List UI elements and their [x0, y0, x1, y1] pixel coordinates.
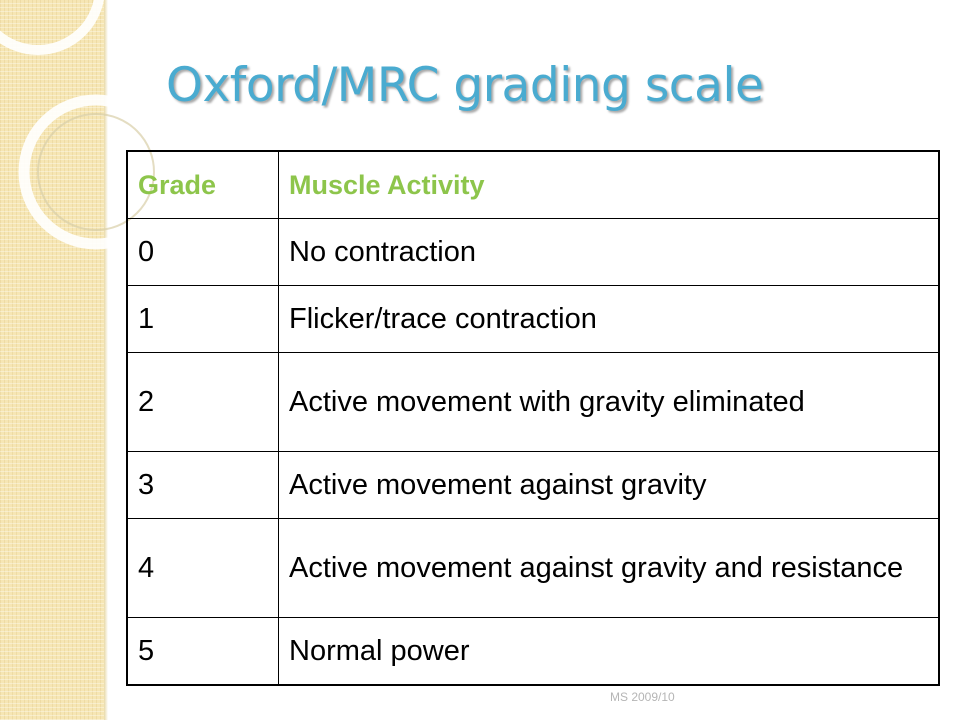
- grade-cell: 0: [127, 219, 279, 286]
- grading-scale-table: [126, 150, 940, 686]
- slide-title: Oxford/MRC grading scale: [166, 58, 764, 113]
- grade-cell: 1: [127, 286, 279, 353]
- table-row: [127, 286, 939, 353]
- grade-cell: 2: [127, 353, 279, 452]
- table-row: [127, 452, 939, 519]
- table-header-row: [127, 151, 939, 219]
- decorative-ring-outer: [0, 0, 100, 50]
- header-grade: Grade: [127, 151, 279, 219]
- table-row: [127, 519, 939, 618]
- activity-cell: Active movement against gravity: [279, 452, 940, 519]
- activity-cell: Normal power: [279, 618, 940, 686]
- grade-cell: 3: [127, 452, 279, 519]
- table-row: [127, 219, 939, 286]
- activity-cell: Active movement against gravity and resistance: [279, 519, 940, 618]
- table-row: [127, 618, 939, 686]
- grade-cell: 5: [127, 618, 279, 686]
- table-row: [127, 353, 939, 452]
- grade-cell: 4: [127, 519, 279, 618]
- slide-footer: MS 2009/10: [610, 690, 675, 704]
- activity-cell: Active movement with gravity eliminated: [279, 353, 940, 452]
- activity-cell: Flicker/trace contraction: [279, 286, 940, 353]
- header-muscle-activity: Muscle Activity: [279, 151, 940, 219]
- activity-cell: No contraction: [279, 219, 940, 286]
